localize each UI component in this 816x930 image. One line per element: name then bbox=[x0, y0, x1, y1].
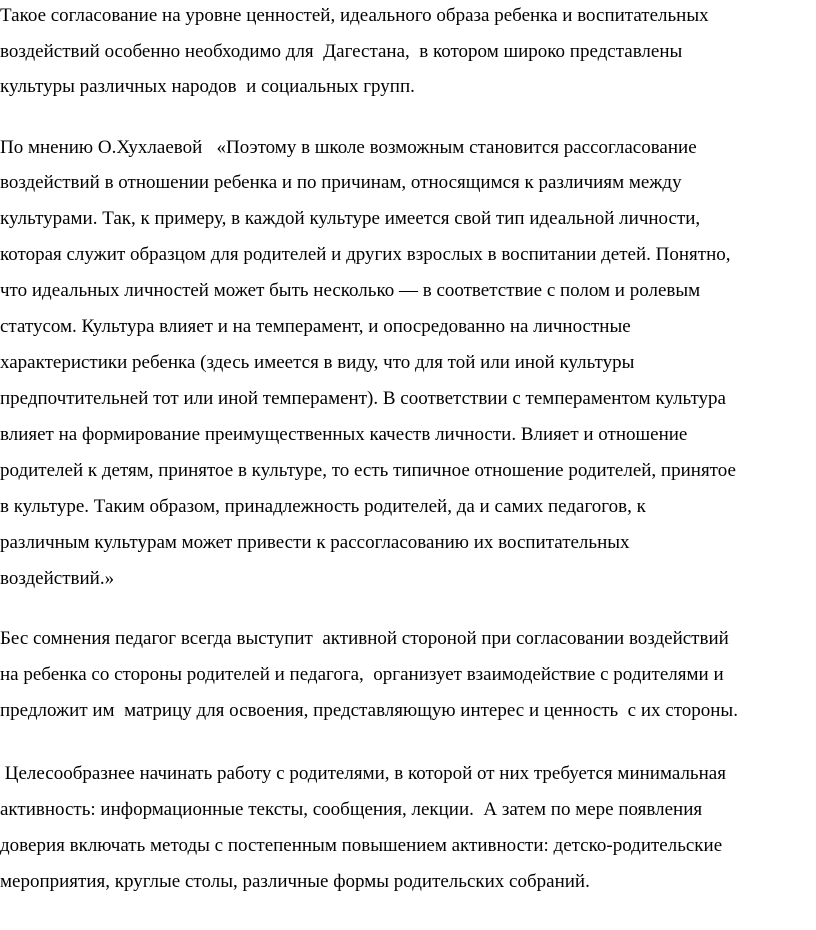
text-line: что идеальных личностей может быть несколько — в соответствие с полом и ролевым bbox=[0, 280, 701, 301]
text-line: в культуре. Таким образом, принадлежность родителей, да и самих педагогов, к bbox=[0, 496, 646, 517]
text-line: родителей к детям, принятое в культуре, то есть типичное отношение родителей, принятое bbox=[0, 460, 736, 481]
text-line: Бес сомнения педагог всегда выступит активной стороной при согласовании воздействий bbox=[0, 628, 729, 649]
text-line: предложит им матрицу для освоения, представляющую интерес и ценность с их стороны. bbox=[0, 700, 738, 721]
text-line: По мнению О.Хухлаевой «Поэтому в школе возможным становится рассогласование bbox=[0, 137, 697, 158]
text-line: различным культурам может привести к рассогласованию их воспитательных bbox=[0, 532, 630, 553]
text-line: Такое согласование на уровне ценностей, идеального образа ребенка и воспитательных bbox=[0, 5, 709, 26]
text-line: доверия включать методы с постепенным повышением активности: детско-родительские bbox=[0, 835, 723, 856]
text-line: воздействий в отношении ребенка и по причинам, относящимся к различиям между bbox=[0, 172, 682, 193]
text-line: Целесообразнее начинать работу с родителями, в которой от них требуется минимальная bbox=[0, 763, 726, 784]
text-line: активность: информационные тексты, сообщения, лекции. А затем по мере появления bbox=[0, 799, 703, 820]
text-line: воздействий.» bbox=[0, 568, 115, 589]
text-line: культуры различных народов и социальных групп. bbox=[0, 76, 415, 97]
text-line: которая служит образцом для родителей и других взрослых в воспитании детей. Понятно, bbox=[0, 244, 731, 265]
text-line: статусом. Культура влияет и на темперамент, и опосредованно на личностные bbox=[0, 316, 631, 337]
text-line: предпочтительней тот или иной темперамент). В соответствии с темпераментом культура bbox=[0, 388, 726, 409]
text-line: воздействий особенно необходимо для Дагестана, в котором широко представлены bbox=[0, 41, 683, 62]
text-line: на ребенка со стороны родителей и педагога, организует взаимодействие с родителями и bbox=[0, 664, 724, 685]
text-line: характеристики ребенка (здесь имеется в виду, что для той или иной культуры bbox=[0, 352, 635, 373]
text-line: мероприятия, круглые столы, различные формы родительских собраний. bbox=[0, 871, 590, 892]
text-line: влияет на формирование преимущественных качеств личности. Влияет и отношение bbox=[0, 424, 688, 445]
text-line: культурами. Так, к примеру, в каждой культуре имеется свой тип идеальной личности, bbox=[0, 208, 701, 229]
